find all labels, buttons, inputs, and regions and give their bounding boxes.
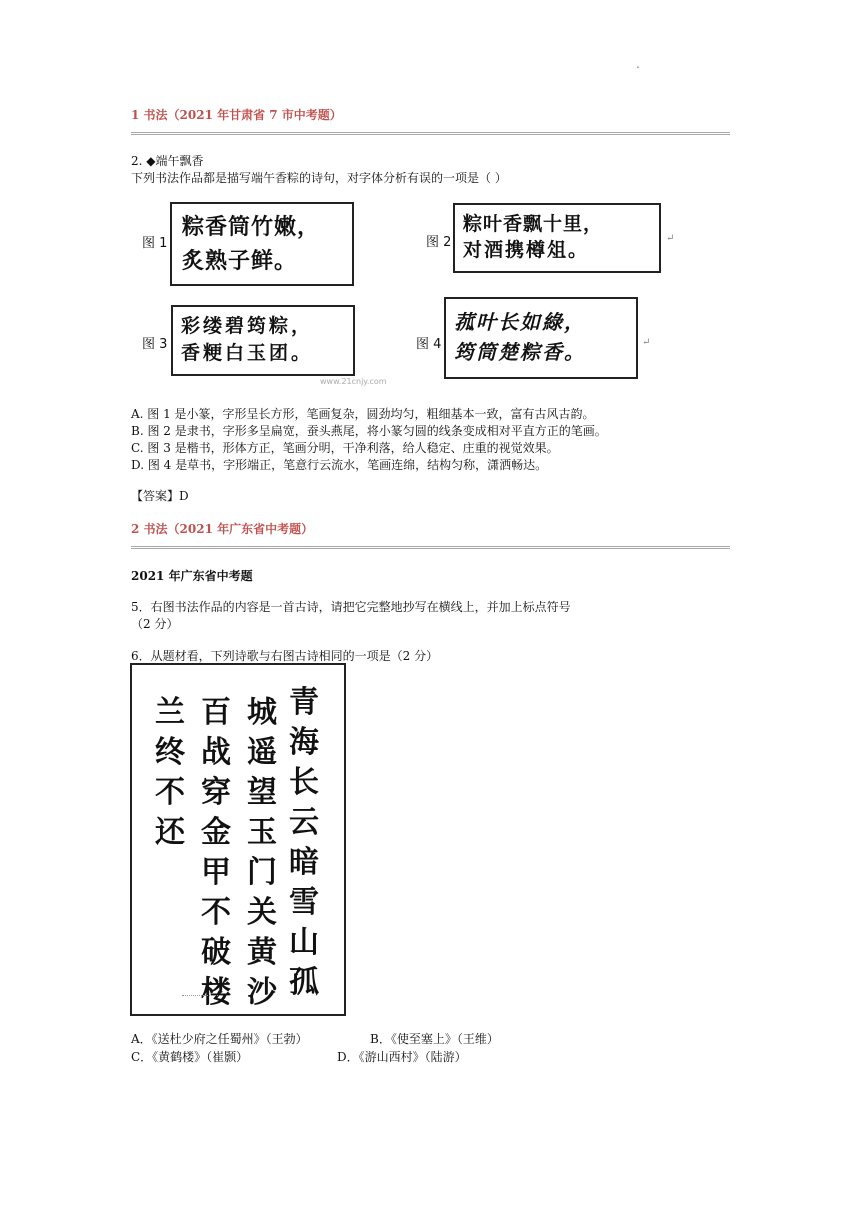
return-mark: ↵ — [642, 337, 651, 348]
option-c: C．《黄鹤楼》（崔颢） — [131, 1050, 249, 1064]
figure-3-line-2: 香粳白玉团。 — [181, 342, 314, 364]
section-1-divider — [131, 132, 730, 135]
figure-3-line-1: 彩缕碧筠粽， — [181, 315, 314, 337]
option-a: A. 图 1 是小篆，字形呈长方形，笔画复杂，圆劲均匀，粗细基本一致，富有古风古韵。 — [131, 407, 595, 421]
exam-subtitle: 2021 年广东省中考题 — [131, 569, 253, 583]
option-b: B. 图 2 是隶书，字形多呈扁宽，蚕头燕尾，将小篆匀圆的线条变成相对平直方正的笔画。 — [131, 424, 607, 438]
artwork-signature-mark — [182, 995, 222, 1000]
section-1-heading: 1 书法（2021 年甘肃省 7 市中考题） — [131, 108, 342, 122]
option-c: C. 图 3 是楷书，形体方正，笔画分明，干净利落，给人稳定、庄重的视觉效果。 — [131, 441, 559, 455]
figure-3-label: 图 3 — [142, 337, 168, 352]
poem-column-2: 城遥望玉门关黄沙 — [247, 695, 277, 1010]
corner-mark: . — [636, 57, 640, 71]
figure-1-line-1: 粽香筒竹嫩， — [182, 214, 321, 240]
calligraphy-artwork — [130, 663, 346, 1016]
question-6: 6．从题材看，下列诗歌与右图古诗相同的一项是（2 分） — [131, 649, 439, 663]
figure-1-label: 图 1 — [142, 236, 168, 251]
question-2-stem: 下列书法作品都是描写端午香粽的诗句，对字体分析有误的一项是（ ） — [131, 171, 507, 185]
option-b: B．《使至塞上》（王维） — [370, 1032, 499, 1046]
figure-2-clerical-script — [453, 203, 661, 273]
poem-column-4: 兰终不还 — [155, 695, 185, 850]
poem-column-1: 青海长云暗雪山孤 — [289, 685, 319, 1000]
figure-4-cursive-script — [444, 297, 638, 379]
watermark-text: www.21cnjy.com — [320, 377, 387, 386]
figure-2-line-1: 粽叶香飘十里， — [463, 213, 604, 235]
answer: 【答案】D — [131, 489, 189, 503]
figure-2-label: 图 2 — [426, 235, 452, 250]
return-mark: ↵ — [666, 233, 675, 244]
figure-3-regular-script — [171, 305, 355, 376]
option-d: D．《游山西村》（陆游） — [337, 1050, 467, 1064]
section-2-divider — [131, 546, 730, 549]
figure-1-seal-script — [170, 202, 354, 286]
figure-1-line-2: 炙熟子鲜。 — [182, 248, 298, 274]
figure-4-line-1: 菰叶长如綠， — [454, 310, 586, 334]
question-5-line-1: 5．右图书法作品的内容是一首古诗，请把它完整地抄写在横线上，并加上标点符号 — [131, 600, 571, 614]
option-d: D. 图 4 是草书，字形端正，笔意行云流水，笔画连绵，结构匀称，潇洒畅达。 — [131, 458, 548, 472]
poem-column-3: 百战穿金甲不破楼 — [201, 695, 231, 1010]
section-2-heading: 2 书法（2021 年广东省中考题） — [131, 522, 314, 536]
option-a: A．《送杜少府之任蜀州》（王勃） — [131, 1032, 308, 1046]
figure-2-line-2: 对酒携樽俎。 — [463, 239, 590, 261]
figure-4-label: 图 4 — [416, 337, 442, 352]
question-2-number: 2. ◆端午飘香 — [131, 154, 204, 168]
figure-4-line-2: 筠筒楚粽香。 — [454, 340, 586, 364]
question-5-line-2: （2 分） — [131, 617, 179, 631]
